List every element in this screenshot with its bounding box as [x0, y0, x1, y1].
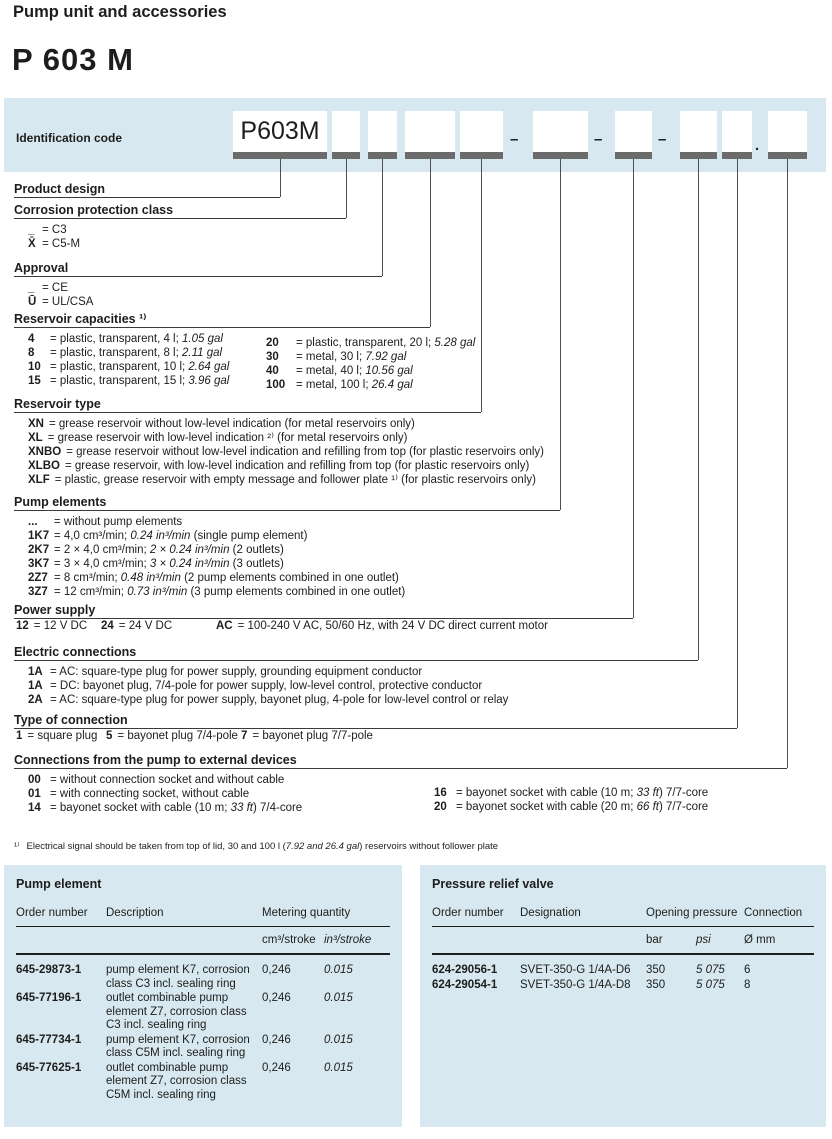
- code-option: [28, 585, 832, 599]
- code-option-text: = AC: square-type plug for power supply, grounding equipment conductor: [50, 666, 423, 678]
- id-box-reservoir-type: [460, 111, 503, 152]
- table-row: [16, 992, 390, 1033]
- code-option-label: 100: [266, 379, 286, 391]
- column-header-order-number: Order number: [16, 907, 88, 919]
- code-option-label: Ū: [28, 296, 37, 308]
- code-option-text: = metal, 30 l; 7.92 gal: [296, 351, 407, 363]
- section-pump-elements: [14, 496, 832, 599]
- code-option-label: 1A: [28, 666, 43, 678]
- section-items-col2: [252, 332, 475, 392]
- cell-description: outlet combinable pump element Z7, corrosion class C3 incl. sealing ring: [106, 992, 247, 1031]
- code-option: [16, 619, 87, 633]
- code-option-label: 20: [266, 337, 279, 349]
- code-option: [241, 729, 373, 743]
- code-option-label: 24: [101, 620, 114, 632]
- code-option-text: = 24 V DC: [118, 620, 173, 632]
- cell-diameter: 6: [744, 964, 751, 976]
- cell-diameter: 8: [744, 978, 751, 991]
- code-option-text: = DC: bayonet plug, 7/4-pole for power supply, low-level control, protective conductor: [50, 680, 483, 692]
- code-option-text: = 2 × 4,0 cm³/min; 2 × 0.24 in³/min (2 outlets): [54, 544, 284, 556]
- pressure-relief-valve-table: [420, 865, 826, 1127]
- table-header-row: [16, 907, 390, 921]
- code-option-text: = CE: [42, 282, 68, 294]
- id-box-prefix: [233, 111, 327, 152]
- section-title: Product design: [14, 183, 280, 198]
- section-approval: [14, 262, 832, 309]
- code-option-text: = plastic, transparent, 8 l; 2.11 gal: [50, 347, 223, 359]
- code-option-label: 00: [28, 774, 41, 786]
- table-body: [432, 964, 814, 992]
- footnote-italic: 7.92 and 26.4 gal: [285, 841, 360, 852]
- column-header-description: Description: [106, 907, 164, 919]
- cell-order-number: 624-29054-1: [432, 978, 498, 991]
- id-box-corrosion: [332, 111, 360, 152]
- table-title: Pressure relief valve: [432, 877, 554, 891]
- code-option: [28, 515, 832, 529]
- cell-cm3-stroke: 0,246: [262, 992, 291, 1004]
- code-option-label: X̄: [28, 238, 36, 250]
- code-option: [28, 459, 832, 473]
- code-option-text: = bayonet plug 7/4-pole: [117, 730, 238, 742]
- code-option: [28, 223, 832, 237]
- id-separator-dash-1: –: [510, 131, 519, 148]
- code-option: [266, 364, 475, 378]
- code-option-label: 2K7: [28, 544, 50, 556]
- table-row: [16, 964, 390, 991]
- code-option-text: = 12 cm³/min; 0.73 in³/min (3 pump elements combined in one outlet): [54, 586, 406, 598]
- code-option-text: = plastic, transparent, 10 l; 2.64 gal: [50, 361, 230, 373]
- code-option: [28, 431, 832, 445]
- code-option-text: = AC: square-type plug for power supply, bayonet plug, 4-pole for low-level control or relay: [50, 694, 509, 706]
- cell-description: outlet combinable pump element Z7, corrosion class C5M incl. sealing ring: [106, 1061, 247, 1101]
- footnote-text-end: ) reservoirs without follower plate: [359, 841, 499, 852]
- id-box-electric-connections: [680, 111, 717, 152]
- code-option: [28, 417, 832, 431]
- section-title: Reservoir capacities ¹⁾: [14, 313, 430, 328]
- code-option-label: XN: [28, 418, 44, 430]
- code-option-label: XL: [28, 432, 43, 444]
- table-row: [432, 979, 814, 993]
- code-option-text: = 8 cm³/min; 0.48 in³/min (2 pump elements combined in one outlet): [54, 572, 399, 584]
- cell-cm3-stroke: 0,246: [262, 1033, 291, 1046]
- cell-description: pump element K7, corrosion class C5M incl. sealing ring: [106, 1033, 250, 1059]
- code-option-label: AC: [216, 620, 233, 632]
- footnote-marker: ¹⁾: [14, 841, 20, 852]
- column-subheader-in3: in³/stroke: [324, 933, 372, 946]
- table-row: [432, 964, 814, 978]
- id-box-pump-elements: [533, 111, 588, 152]
- section-electric-connections: [14, 646, 832, 707]
- code-option-label: 30: [266, 351, 279, 363]
- code-option-text: = metal, 100 l; 26.4 gal: [296, 379, 413, 391]
- column-subheader-bar: bar: [646, 933, 663, 946]
- id-box-reservoir-capacity: [405, 111, 455, 152]
- code-option-text: = C3: [42, 224, 67, 236]
- footnote: [14, 841, 498, 852]
- code-option-text: = grease reservoir with low-level indication ²⁾ (for metal reservoirs only): [47, 432, 408, 444]
- cell-in3-stroke: 0.015: [324, 1033, 353, 1046]
- pump-element-table: [4, 865, 402, 1127]
- code-option-text: = with connecting socket, without cable: [50, 788, 250, 800]
- section-title: Reservoir type: [14, 398, 481, 413]
- table-rule-thick: [432, 953, 814, 955]
- code-option-text: = UL/CSA: [42, 296, 94, 308]
- section-items: [14, 277, 832, 309]
- code-option-text: = 100-240 V AC, 50/60 Hz, with 24 V DC direct current motor: [237, 620, 548, 632]
- cell-order-number: 624-29056-1: [432, 964, 498, 976]
- id-box-external-connections: [768, 111, 807, 152]
- section-items: [14, 729, 832, 747]
- code-option-label: XLF: [28, 474, 50, 486]
- code-option-text: = 4,0 cm³/min; 0.24 in³/min (single pump element): [54, 530, 308, 542]
- code-option: [434, 786, 708, 800]
- code-option-text: = grease reservoir without low-level indication (for metal reservoirs only): [48, 418, 415, 430]
- section-reservoir-capacities: [14, 312, 832, 391]
- code-option-text: = bayonet socket with cable (10 m; 33 ft) 7/4-core: [50, 802, 303, 814]
- code-option-label: XLBO: [28, 460, 60, 472]
- code-option-text: = plastic, transparent, 15 l; 3.96 gal: [50, 375, 230, 387]
- section-product-design: [14, 183, 832, 198]
- table-rule-thick: [16, 953, 390, 955]
- cell-psi: 5 075: [696, 978, 725, 991]
- cell-cm3-stroke: 0,246: [262, 964, 291, 976]
- identification-code-label: Identification code: [16, 131, 123, 145]
- section-title: Corrosion protection class: [14, 204, 346, 219]
- table-title: Pump element: [16, 877, 102, 891]
- code-option-label: 01: [28, 788, 41, 800]
- code-option: [216, 619, 548, 633]
- cell-order-number: 645-77734-1: [16, 1033, 82, 1046]
- code-option-label: 3Z7: [28, 586, 48, 598]
- cell-designation: SVET-350-G 1/4A-D6: [520, 964, 631, 976]
- code-option-label: 1: [16, 730, 23, 742]
- table-rule: [16, 926, 390, 927]
- code-option: [28, 473, 832, 487]
- table-row: [16, 1062, 390, 1103]
- code-option-label: ...: [28, 516, 38, 528]
- section-items: [14, 661, 832, 707]
- cell-order-number: 645-77625-1: [16, 1061, 82, 1074]
- id-prefix-text: P603M: [240, 117, 320, 145]
- table-subheader-row: [432, 934, 814, 948]
- code-option: [16, 729, 97, 743]
- document-title: Pump unit and accessories: [13, 3, 227, 21]
- code-option-text: = plastic, transparent, 20 l; 5.28 gal: [296, 337, 476, 349]
- product-title: P 603 M: [12, 42, 134, 77]
- table-rule: [432, 926, 814, 927]
- code-option: [266, 336, 475, 350]
- code-option: [28, 529, 832, 543]
- section-items: [14, 219, 832, 251]
- code-option-label: 15: [28, 375, 41, 387]
- section-items: [14, 511, 832, 599]
- column-header-metering-quantity: Metering quantity: [262, 907, 351, 919]
- section-title: Power supply: [14, 604, 633, 619]
- column-subheader-diameter: Ø mm: [744, 933, 776, 946]
- code-option-label: 1K7: [28, 530, 50, 542]
- code-option-label: _: [28, 282, 35, 294]
- id-box-approval: [368, 111, 397, 152]
- cell-in3-stroke: 0.015: [324, 1061, 353, 1074]
- code-option: [28, 281, 832, 295]
- cell-in3-stroke: 0.015: [324, 992, 353, 1004]
- code-option-text: = grease reservoir, with low-level indication and refilling from top (for plastic reservoirs only): [64, 460, 530, 472]
- code-option-text: = plastic, transparent, 4 l; 1.05 gal: [50, 333, 223, 345]
- cell-psi: 5 075: [696, 964, 725, 976]
- cell-designation: SVET-350-G 1/4A-D8: [520, 978, 631, 991]
- code-option-text: = without connection socket and without cable: [50, 774, 285, 786]
- section-title: Approval: [14, 262, 382, 277]
- code-option-text: = plastic, grease reservoir with empty message and follower plate ¹⁾ (for plastic reservoirs only): [54, 474, 536, 486]
- code-option-label: 4: [28, 333, 35, 345]
- code-option: [266, 350, 475, 364]
- section-reservoir-type: [14, 398, 832, 487]
- code-option-label: _: [28, 224, 35, 236]
- code-option-text: = bayonet socket with cable (10 m; 33 ft) 7/7-core: [456, 787, 709, 799]
- code-option: [101, 619, 172, 633]
- column-header-connection: Connection: [744, 907, 803, 919]
- code-option: [28, 679, 832, 693]
- code-option-label: 1A: [28, 680, 43, 692]
- code-option-label: 2A: [28, 694, 43, 706]
- section-title: Connections from the pump to external devices: [14, 754, 787, 769]
- section-items: [14, 619, 832, 637]
- section-external-connections: [14, 754, 832, 815]
- cell-order-number: 645-77196-1: [16, 992, 82, 1004]
- code-option-text: = C5-M: [42, 238, 81, 250]
- section-items-col2: [420, 782, 708, 814]
- code-option-label: 14: [28, 802, 41, 814]
- table-subheader-row: [16, 934, 390, 948]
- section-title: Pump elements: [14, 496, 560, 511]
- code-option-text: = 3 × 4,0 cm³/min; 3 × 0.24 in³/min (3 outlets): [54, 558, 284, 570]
- code-option-label: 3K7: [28, 558, 50, 570]
- code-option-label: 12: [16, 620, 29, 632]
- column-subheader-cm3: cm³/stroke: [262, 933, 316, 946]
- column-header-order-number: Order number: [432, 907, 504, 919]
- code-option-label: 10: [28, 361, 41, 373]
- code-option-label: 7: [241, 730, 248, 742]
- column-header-designation: Designation: [520, 907, 581, 919]
- code-option-text: = bayonet plug 7/7-pole: [252, 730, 373, 742]
- id-separator-dot: .: [755, 137, 760, 154]
- section-corrosion-protection: [14, 204, 832, 251]
- table-row: [16, 1034, 390, 1061]
- section-type-of-connection: [14, 714, 832, 747]
- cell-bar: 350: [646, 978, 666, 991]
- code-option: [28, 693, 832, 707]
- cell-description: pump element K7, corrosion class C3 incl. sealing ring: [106, 964, 250, 990]
- code-option-label: 8: [28, 347, 35, 359]
- code-option: [28, 237, 832, 251]
- id-box-connection-type: [722, 111, 752, 152]
- code-option: [28, 665, 832, 679]
- code-option: [28, 295, 832, 309]
- code-option: [434, 800, 708, 814]
- cell-in3-stroke: 0.015: [324, 964, 353, 976]
- code-option-text: = without pump elements: [54, 516, 183, 528]
- code-option-text: = bayonet socket with cable (20 m; 66 ft) 7/7-core: [456, 801, 709, 813]
- code-option: [28, 543, 832, 557]
- column-header-opening-pressure: Opening pressure: [646, 907, 738, 919]
- cell-order-number: 645-29873-1: [16, 964, 82, 976]
- code-option-label: 20: [434, 801, 447, 813]
- code-option-label: XNBO: [28, 446, 62, 458]
- code-option: [28, 571, 832, 585]
- table-header-row: [432, 907, 814, 921]
- code-option-label: 5: [106, 730, 113, 742]
- code-option-text: = square plug: [27, 730, 98, 742]
- section-title: Type of connection: [14, 714, 737, 729]
- id-box-power-supply: [615, 111, 652, 152]
- column-subheader-psi: psi: [696, 933, 711, 946]
- id-separator-dash-3: –: [658, 131, 667, 148]
- code-option-text: = 12 V DC: [33, 620, 88, 632]
- cell-cm3-stroke: 0,246: [262, 1061, 291, 1074]
- code-option-text: = metal, 40 l; 10.56 gal: [296, 365, 413, 377]
- code-option-label: 16: [434, 787, 447, 799]
- code-option-text: = grease reservoir without low-level indication and refilling from top (for plastic reservoirs only): [66, 446, 545, 458]
- code-option: [266, 378, 475, 392]
- code-option-label: 40: [266, 365, 279, 377]
- cell-bar: 350: [646, 964, 666, 976]
- code-option: [28, 445, 832, 459]
- section-items: [14, 413, 832, 487]
- id-separator-dash-2: –: [594, 131, 603, 148]
- section-power-supply: [14, 604, 832, 637]
- code-option: [106, 729, 238, 743]
- code-option: [28, 557, 832, 571]
- section-title: Electric connections: [14, 646, 698, 661]
- footnote-text: Electrical signal should be taken from top of lid, 30 and 100 l (: [26, 841, 286, 852]
- table-body: [16, 964, 390, 1102]
- code-option-label: 2Z7: [28, 572, 48, 584]
